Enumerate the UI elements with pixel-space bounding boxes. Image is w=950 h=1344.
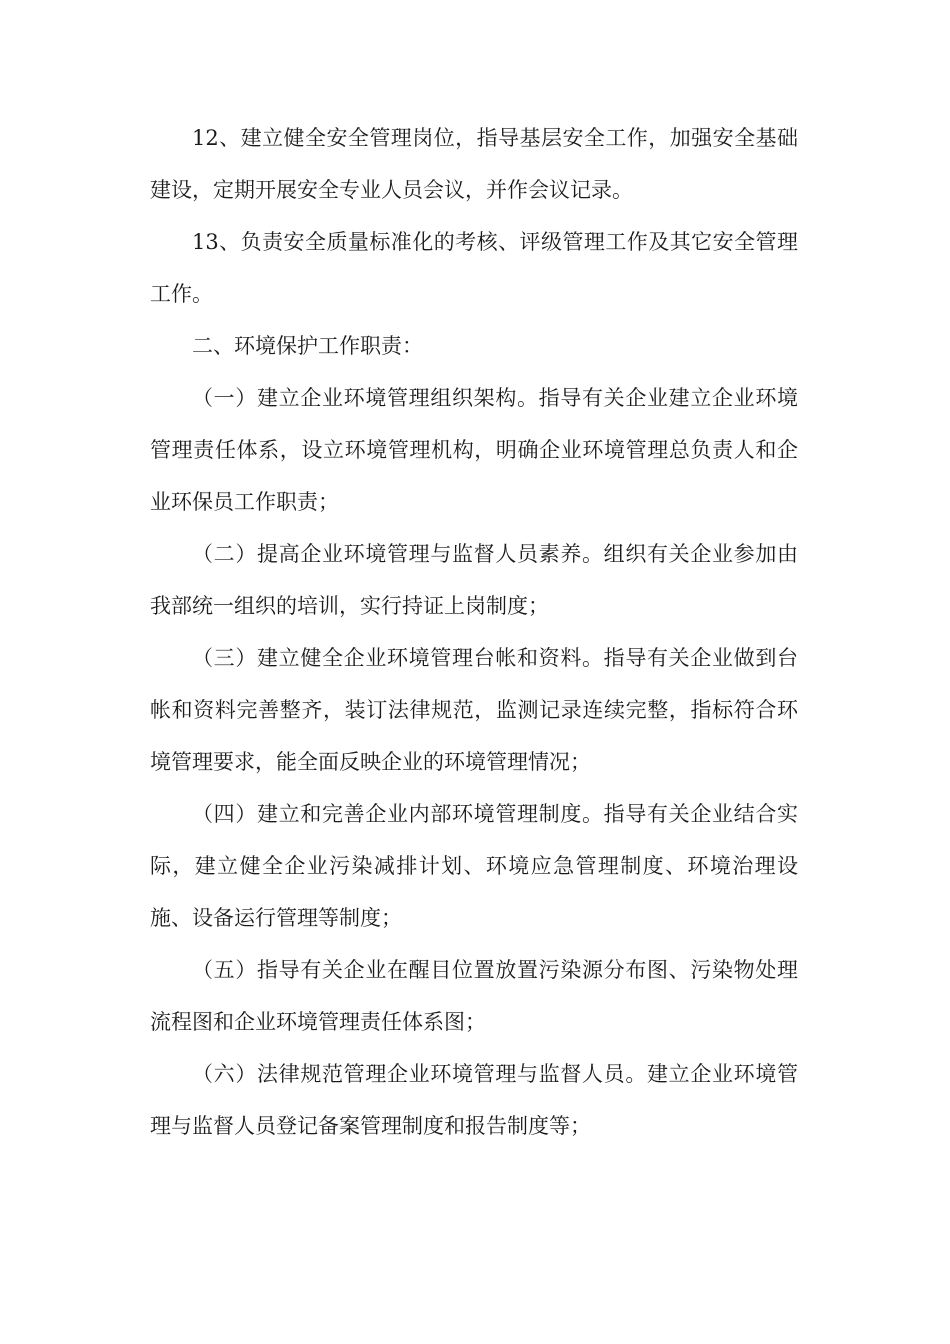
paragraph-item-3: （三）建立健全企业环境管理台帐和资料。指导有关企业做到台帐和资料完善整齐，装订法律规范，监测记录连续完整，指标符合环境管理要求，能全面反映企业的环境管理情况；: [150, 646, 798, 774]
paragraph-item-13: 13、负责安全质量标准化的考核、评级管理工作及其它安全管理工作。: [150, 230, 798, 306]
paragraph-item-4: （四）建立和完善企业内部环境管理制度。指导有关企业结合实际，建立健全企业污染减排计划、环境应急管理制度、环境治理设施、设备运行管理等制度；: [150, 802, 798, 930]
section-heading-environmental-duties: 二、环境保护工作职责：: [192, 334, 423, 358]
paragraph-item-1: （一）建立企业环境管理组织架构。指导有关企业建立企业环境管理责任体系，设立环境管理机构，明确企业环境管理总负责人和企业环保员工作职责；: [150, 386, 798, 514]
paragraph-item-12: 12、建立健全安全管理岗位，指导基层安全工作，加强安全基础建设，定期开展安全专业人员会议，并作会议记录。: [150, 126, 798, 202]
document-body: [150, 112, 798, 1152]
paragraph-item-6: （六）法律规范管理企业环境管理与监督人员。建立企业环境管理与监督人员登记备案管理制度和报告制度等；: [150, 1062, 798, 1138]
paragraph-item-5: （五）指导有关企业在醒目位置放置污染源分布图、污染物处理流程图和企业环境管理责任体系图；: [150, 958, 798, 1034]
paragraph-item-2: （二）提高企业环境管理与监督人员素养。组织有关企业参加由我部统一组织的培训，实行持证上岗制度；: [150, 542, 798, 618]
